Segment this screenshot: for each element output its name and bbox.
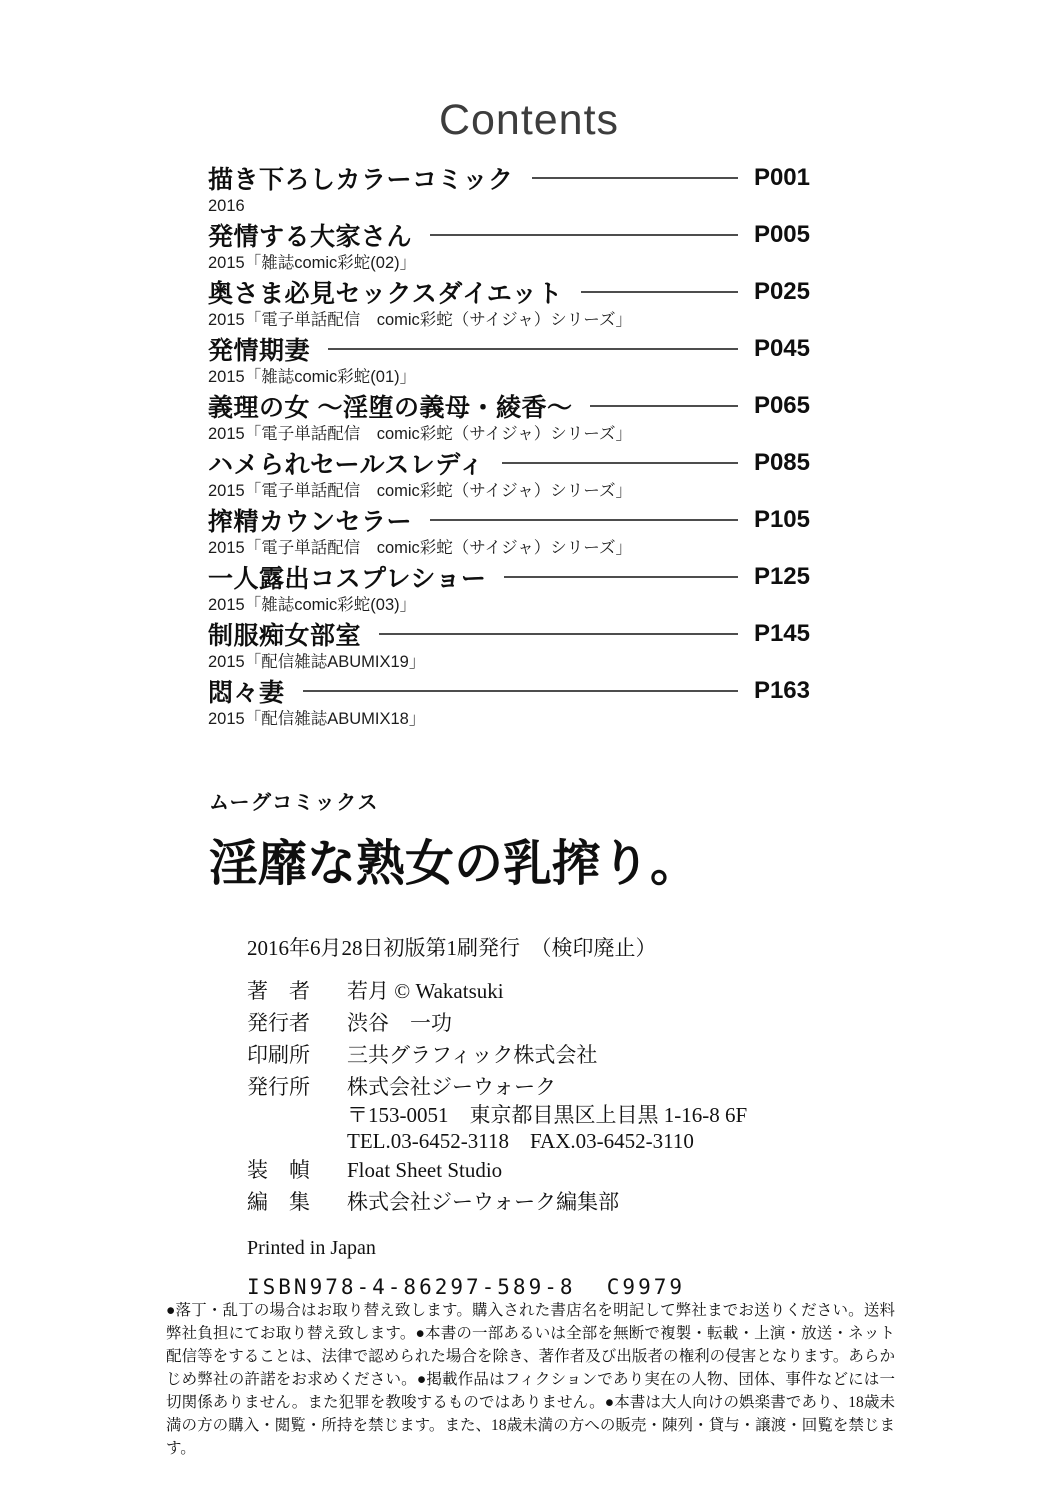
toc-entry [208,163,810,215]
toc-entry-title: 発情する大家さん [208,223,413,251]
toc-page-number: P105 [753,506,810,533]
toc-entry-title: 悶々妻 [208,679,285,707]
colophon-label: 発行者 [247,1011,310,1035]
toc-page-number: P001 [753,164,810,191]
colophon-label: 編 集 [247,1190,310,1214]
colophon-address-line: 〒153-0051 東京都目黒区上目黒 1-16-8 6F [347,1103,748,1127]
toc-entry-title: 一人露出コスプレショー [208,565,487,593]
contents-heading: Contents [438,96,620,144]
toc-entry-note: 2015「電子単話配信 comic彩蛇（サイジャ）シリーズ」 [208,425,632,443]
toc-entry-title: 発情期妻 [208,337,311,365]
toc-entry-row [208,391,810,421]
toc-entry-note: 2015「配信雑誌ABUMIX18」 [208,710,426,728]
printed-in-japan: Printed in Japan [247,1237,376,1259]
toc-entry [208,505,810,557]
toc-entry [208,220,810,272]
colophon-value: 三共グラフィック株式会社 [347,1043,598,1067]
toc-entry-row [208,619,810,649]
toc-entry-title: 制服痴女部室 [208,622,362,650]
toc-entry-note: 2015「雑誌comic彩蛇(03)」 [208,596,417,614]
toc-leader-line [430,234,738,236]
toc-leader-line [590,405,737,407]
toc-entry-note: 2015「配信雑誌ABUMIX19」 [208,653,426,671]
toc-leader-line [430,519,738,521]
toc-entry [208,391,810,443]
toc-page-number: P145 [753,620,810,647]
toc-entry-title: 描き下ろしカラーコミック [208,166,514,194]
colophon-value: 株式会社ジーウォーク編集部 [347,1190,620,1214]
toc-entry-note: 2015「雑誌comic彩蛇(02)」 [208,254,417,272]
colophon-row-author [247,975,747,1007]
toc-leader-line [581,291,738,293]
colophon-row-publisher-person [247,1007,747,1039]
toc-entry [208,676,810,728]
toc-page-number: P085 [753,449,810,476]
colophon-label: 発行所 [247,1075,310,1099]
toc-leader-line [504,576,738,578]
toc-entry-row [208,163,810,193]
toc-page-number: P163 [753,677,810,704]
book-series-label: ムーグコミックス [209,792,379,814]
colophon-row-binding-design [247,1154,747,1186]
toc-leader-line [303,690,738,692]
toc-entry-note: 2015「電子単話配信 comic彩蛇（サイジャ）シリーズ」 [208,311,632,329]
colophon-value: 若月 © Wakatsuki [347,979,504,1003]
toc-entry-row [208,334,810,364]
colophon-label: 印刷所 [247,1043,310,1067]
legal-notice: ●落丁・乱丁の場合はお取り替え致します。購入された書店名を明記して弊社までお送りください。送料弊社負担にてお取り替え致します。●本書の一部あるいは全部を無断で複製・転載・上演・放送・ネット配信等をすることは、法律で認められた場合を除き、著作者及び出版者の権利の侵害となります。あらかじめ弊社の許諾をお求めください。●掲載作品はフィクションであり実在の人物、団体、事件などには一切関係ありません。また犯罪を教唆するものではありません。●本書は大人向けの娯楽書であり、18歳未満の方の購入・閲覧・所持を禁じます。また、18歳未満の方への販売・陳列・貸与・譲渡・回覧を禁じます。 [166,1302,895,1457]
table-of-contents [208,163,810,733]
book-title: 淫靡な熟女の乳搾り。 [209,837,700,891]
toc-entry-title: 義理の女 ～淫堕の義母・綾香～ [208,394,573,422]
toc-entry-row [208,505,810,535]
toc-entry-note: 2015「電子単話配信 comic彩蛇（サイジャ）シリーズ」 [208,539,632,557]
toc-entry-row [208,220,810,250]
toc-entry-row [208,562,810,592]
toc-leader-line [502,462,738,464]
colophon-row-editing [247,1186,747,1218]
toc-entry-note: 2016 [208,197,245,215]
toc-entry-note: 2015「電子単話配信 comic彩蛇（サイジャ）シリーズ」 [208,482,632,500]
toc-entry-row [208,277,810,307]
toc-page-number: P025 [753,278,810,305]
colophon-edition-line: 2016年6月28日初版第1刷発行 （検印廃止） [247,936,657,960]
toc-entry [208,334,810,386]
colophon-label: 著 者 [247,979,310,1003]
toc-page-number: P045 [753,335,810,362]
toc-entry-title: 奥さま必見セックスダイエット [208,280,563,308]
toc-entry-row [208,676,810,706]
colophon-label: 装 幀 [247,1158,310,1182]
toc-page-number: P005 [753,221,810,248]
colophon [247,936,747,1299]
isbn-code: ISBN978-4-86297-589-8 C9979 [247,1275,686,1299]
toc-leader-line [532,177,738,179]
toc-page-number: P065 [753,392,810,419]
toc-page-number: P125 [753,563,810,590]
book-title-block [209,786,699,895]
toc-entry-row [208,448,810,478]
toc-leader-line [328,348,738,350]
toc-entry-title: ハメられセールスレディ [208,451,485,479]
toc-entry-note: 2015「雑誌comic彩蛇(01)」 [208,368,417,386]
colophon-value: Float Sheet Studio [347,1158,503,1182]
toc-leader-line [379,633,738,635]
toc-entry [208,619,810,671]
toc-entry-title: 搾精カウンセラー [208,508,413,536]
colophon-value: 渋谷 一功 [347,1011,452,1035]
toc-entry [208,448,810,500]
colophon-value: 株式会社ジーウォーク [347,1075,557,1099]
colophon-row-printer [247,1039,747,1071]
colophon-tel-line: TEL.03-6452-3118 FAX.03-6452-3110 [347,1128,694,1153]
toc-entry [208,562,810,614]
colophon-row-publishing-house [247,1071,747,1103]
toc-entry [208,277,810,329]
